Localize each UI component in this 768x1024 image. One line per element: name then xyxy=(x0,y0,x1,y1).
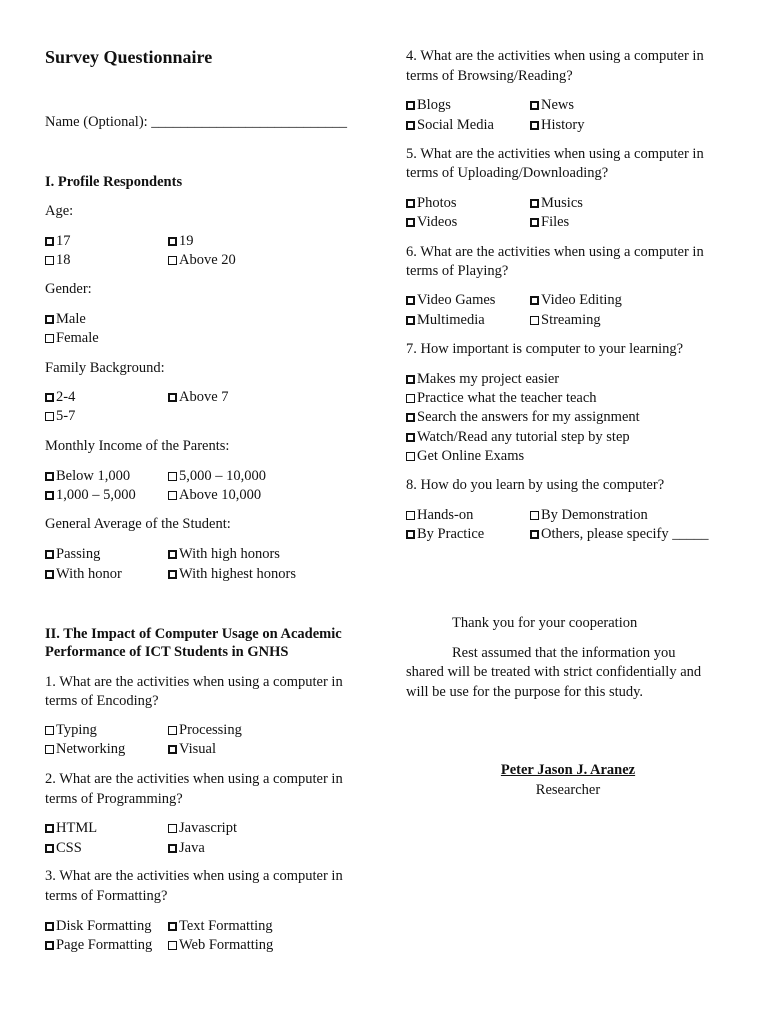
option-label: 5,000 – 10,000 xyxy=(179,468,266,484)
option-label: 19 xyxy=(179,233,194,249)
option-label: Processing xyxy=(179,722,242,738)
checkbox-average-passing[interactable] xyxy=(45,544,100,564)
question-6-line1: 6. What are the activities when using a computer in xyxy=(406,244,704,260)
checkbox-q3-text[interactable] xyxy=(168,916,273,936)
option-label: Typing xyxy=(56,722,97,738)
checkbox-q6-streaming[interactable] xyxy=(530,310,601,330)
checkbox-q8-hands-on[interactable] xyxy=(406,505,473,525)
checkbox-q5-videos[interactable] xyxy=(406,212,457,232)
checkbox-icon[interactable] xyxy=(45,726,54,735)
option-label: 18 xyxy=(56,252,71,268)
checkbox-q6-multimedia[interactable] xyxy=(406,310,485,330)
checkbox-q7-search[interactable] xyxy=(406,407,640,427)
checkbox-icon[interactable] xyxy=(45,941,54,950)
option-label: Videos xyxy=(417,214,458,230)
checkbox-icon[interactable] xyxy=(406,511,415,520)
checkbox-age-17[interactable] xyxy=(45,231,71,251)
question-6-line2: terms of Playing? xyxy=(406,263,509,279)
checkbox-icon[interactable] xyxy=(406,316,415,325)
researcher-name: Peter Jason J. Aranez xyxy=(500,762,636,778)
checkbox-q2-javascript[interactable] xyxy=(168,818,237,838)
option-label: Get Online Exams xyxy=(417,448,525,464)
checkbox-icon[interactable] xyxy=(406,199,415,208)
section-1-heading: I. Profile Respondents xyxy=(45,174,183,190)
checkbox-icon[interactable] xyxy=(45,315,54,324)
option-label: Above 10,000 xyxy=(179,487,262,503)
checkbox-icon[interactable] xyxy=(168,844,177,853)
checkbox-q5-files[interactable] xyxy=(530,212,569,232)
checkbox-icon[interactable] xyxy=(45,393,54,402)
checkbox-q1-visual[interactable] xyxy=(168,739,216,759)
option-label: Passing xyxy=(56,546,101,562)
income-label: Monthly Income of the Parents: xyxy=(45,438,230,454)
section-2-heading-line1: II. The Impact of Computer Usage on Academic xyxy=(45,626,342,642)
checkbox-icon[interactable] xyxy=(45,824,54,833)
checkbox-icon[interactable] xyxy=(168,237,177,246)
section-2-heading-line2: Performance of ICT Students in GNHS xyxy=(45,644,289,660)
checkbox-q3-page[interactable] xyxy=(45,935,152,955)
checkbox-icon[interactable] xyxy=(530,101,539,110)
checkbox-family-5-7[interactable] xyxy=(45,406,75,426)
thanks-text: Thank you for your cooperation xyxy=(452,615,638,631)
checkbox-q1-processing[interactable] xyxy=(168,720,242,740)
checkbox-income-1000-5000[interactable] xyxy=(45,485,136,505)
option-label: Search the answers for my assignment xyxy=(417,409,640,425)
checkbox-icon[interactable] xyxy=(45,745,54,754)
option-label: 2-4 xyxy=(56,389,76,405)
gender-label: Gender: xyxy=(45,281,92,297)
option-label: Social Media xyxy=(417,117,494,133)
average-label: General Average of the Student: xyxy=(45,516,231,532)
checkbox-average-high-honors[interactable] xyxy=(168,544,280,564)
checkbox-icon[interactable] xyxy=(168,472,177,481)
option-label: Male xyxy=(56,311,86,327)
page-title: Survey Questionnaire xyxy=(45,47,213,67)
checkbox-income-below-1000[interactable] xyxy=(45,466,130,486)
option-label: Streaming xyxy=(541,312,601,328)
checkbox-gender-male[interactable] xyxy=(45,309,86,329)
checkbox-age-above-20[interactable] xyxy=(168,250,236,270)
option-label: Networking xyxy=(56,741,126,757)
checkbox-icon[interactable] xyxy=(168,550,177,559)
checkbox-q2-html[interactable] xyxy=(45,818,97,838)
checkbox-average-highest-honors[interactable] xyxy=(168,564,296,584)
option-label: Above 20 xyxy=(179,252,236,268)
option-label: 5-7 xyxy=(56,408,76,424)
option-label: Files xyxy=(541,214,570,230)
checkbox-icon[interactable] xyxy=(45,237,54,246)
checkbox-gender-female[interactable] xyxy=(45,328,99,348)
question-5-line2: terms of Uploading/Downloading? xyxy=(406,165,609,181)
option-label: Above 7 xyxy=(179,389,229,405)
checkbox-icon[interactable] xyxy=(530,511,539,520)
option-label: With highest honors xyxy=(179,566,297,582)
option-label: Javascript xyxy=(179,820,237,836)
option-label: 17 xyxy=(56,233,71,249)
checkbox-icon[interactable] xyxy=(168,491,177,500)
checkbox-q4-social-media[interactable] xyxy=(406,115,494,135)
option-label: Video Editing xyxy=(541,292,622,308)
checkbox-icon[interactable] xyxy=(530,121,539,130)
researcher-role: Researcher xyxy=(535,782,601,798)
checkbox-q4-history[interactable] xyxy=(530,115,585,135)
checkbox-q4-blogs[interactable] xyxy=(406,95,451,115)
option-label: With honor xyxy=(56,566,122,582)
checkbox-icon[interactable] xyxy=(45,256,54,265)
checkbox-icon[interactable] xyxy=(406,101,415,110)
question-7-line1: 7. How important is computer to your learning? xyxy=(406,341,684,357)
checkbox-q7-practice[interactable] xyxy=(406,388,597,408)
checkbox-icon[interactable] xyxy=(168,393,177,402)
option-label: With high honors xyxy=(179,546,280,562)
question-4-line2: terms of Browsing/Reading? xyxy=(406,68,573,84)
question-2-line2: terms of Programming? xyxy=(45,791,183,807)
option-label: Hands-on xyxy=(417,507,474,523)
option-label: Watch/Read any tutorial step by step xyxy=(417,429,630,445)
option-label: Visual xyxy=(179,741,216,757)
checkbox-icon[interactable] xyxy=(530,199,539,208)
checkbox-icon[interactable] xyxy=(530,218,539,227)
checkbox-icon[interactable] xyxy=(406,218,415,227)
checkbox-icon[interactable] xyxy=(168,745,177,754)
checkbox-q6-video-editing[interactable] xyxy=(530,290,622,310)
option-label: Photos xyxy=(417,195,457,211)
checkbox-icon[interactable] xyxy=(530,296,539,305)
age-label: Age: xyxy=(45,203,74,219)
checkbox-average-with-honor[interactable] xyxy=(45,564,122,584)
checkbox-q1-networking[interactable] xyxy=(45,739,125,759)
checkbox-icon[interactable] xyxy=(406,413,415,422)
question-3-line2: terms of Formatting? xyxy=(45,888,168,904)
checkbox-q4-news[interactable] xyxy=(530,95,574,115)
option-label: CSS xyxy=(56,840,82,856)
checkbox-age-18[interactable] xyxy=(45,250,71,270)
checkbox-q6-video-games[interactable] xyxy=(406,290,495,310)
option-label: Musics xyxy=(541,195,583,211)
option-label: Makes my project easier xyxy=(417,371,560,387)
checkbox-icon[interactable] xyxy=(45,570,54,579)
checkbox-family-2-4[interactable] xyxy=(45,387,75,407)
checkbox-age-19[interactable] xyxy=(168,231,194,251)
checkbox-income-5000-10000[interactable] xyxy=(168,466,266,486)
checkbox-icon[interactable] xyxy=(45,844,54,853)
checkbox-icon[interactable] xyxy=(406,121,415,130)
question-5-line1: 5. What are the activities when using a computer in xyxy=(406,146,704,162)
name-field[interactable]: Name (Optional): ___________________________ xyxy=(45,114,348,130)
checkbox-q7-tutorial[interactable] xyxy=(406,427,630,447)
option-label: Text Formatting xyxy=(179,918,273,934)
option-label: Page Formatting xyxy=(56,937,153,953)
checkbox-q8-practice[interactable] xyxy=(406,524,484,544)
checkbox-icon[interactable] xyxy=(406,375,415,384)
checkbox-icon[interactable] xyxy=(406,296,415,305)
checkbox-icon[interactable] xyxy=(168,570,177,579)
option-label: Blogs xyxy=(417,97,451,113)
confidentiality-line2: shared will be treated with strict confidentially and xyxy=(406,664,702,680)
option-label: Web Formatting xyxy=(179,937,274,953)
option-label: History xyxy=(541,117,585,133)
question-8-line1: 8. How do you learn by using the computer? xyxy=(406,477,665,493)
checkbox-q8-others[interactable] xyxy=(530,524,709,544)
checkbox-q2-java[interactable] xyxy=(168,838,205,858)
checkbox-q2-css[interactable] xyxy=(45,838,82,858)
option-label: Practice what the teacher teach xyxy=(417,390,597,406)
checkbox-q1-typing[interactable] xyxy=(45,720,97,740)
checkbox-q3-disk[interactable] xyxy=(45,916,151,936)
option-label: Others, please specify _____ xyxy=(541,526,709,542)
checkbox-icon[interactable] xyxy=(45,922,54,931)
confidentiality-line1: Rest assumed that the information you xyxy=(452,645,676,661)
checkbox-icon[interactable] xyxy=(45,550,54,559)
option-label: By Demonstration xyxy=(541,507,648,523)
checkbox-icon[interactable] xyxy=(45,472,54,481)
checkbox-icon[interactable] xyxy=(45,491,54,500)
checkbox-q7-exams[interactable] xyxy=(406,446,524,466)
checkbox-q8-demonstration[interactable] xyxy=(530,505,648,525)
checkbox-icon[interactable] xyxy=(406,530,415,539)
option-label: News xyxy=(541,97,575,113)
checkbox-q3-web[interactable] xyxy=(168,935,273,955)
checkbox-icon[interactable] xyxy=(168,256,177,265)
question-1-line2: terms of Encoding? xyxy=(45,693,159,709)
checkbox-icon[interactable] xyxy=(168,922,177,931)
checkbox-icon[interactable] xyxy=(168,726,177,735)
option-label: By Practice xyxy=(417,526,485,542)
checkbox-icon[interactable] xyxy=(406,433,415,442)
checkbox-q5-photos[interactable] xyxy=(406,193,457,213)
option-label: Multimedia xyxy=(417,312,485,328)
checkbox-icon[interactable] xyxy=(530,316,539,325)
option-label: Female xyxy=(56,330,99,346)
checkbox-icon[interactable] xyxy=(168,824,177,833)
checkbox-income-above-10000[interactable] xyxy=(168,485,261,505)
option-label: Disk Formatting xyxy=(56,918,152,934)
option-label: Below 1,000 xyxy=(56,468,131,484)
question-2-line1: 2. What are the activities when using a computer in xyxy=(45,771,343,787)
checkbox-icon[interactable] xyxy=(530,530,539,539)
question-3-line1: 3. What are the activities when using a computer in xyxy=(45,868,343,884)
checkbox-q5-musics[interactable] xyxy=(530,193,583,213)
checkbox-icon[interactable] xyxy=(168,941,177,950)
confidentiality-line3: will be use for the purpose for this study. xyxy=(406,684,644,700)
family-label: Family Background: xyxy=(45,360,165,376)
question-1-line1: 1. What are the activities when using a computer in xyxy=(45,674,343,690)
question-4-line1: 4. What are the activities when using a computer in xyxy=(406,48,704,64)
option-label: Video Games xyxy=(417,292,496,308)
checkbox-icon[interactable] xyxy=(45,412,54,421)
option-label: HTML xyxy=(56,820,98,836)
checkbox-icon[interactable] xyxy=(406,394,415,403)
option-label: Java xyxy=(179,840,205,856)
checkbox-family-above-7[interactable] xyxy=(168,387,229,407)
option-label: 1,000 – 5,000 xyxy=(56,487,136,503)
checkbox-icon[interactable] xyxy=(45,334,54,343)
checkbox-q7-project[interactable] xyxy=(406,369,559,389)
checkbox-icon[interactable] xyxy=(406,452,415,461)
